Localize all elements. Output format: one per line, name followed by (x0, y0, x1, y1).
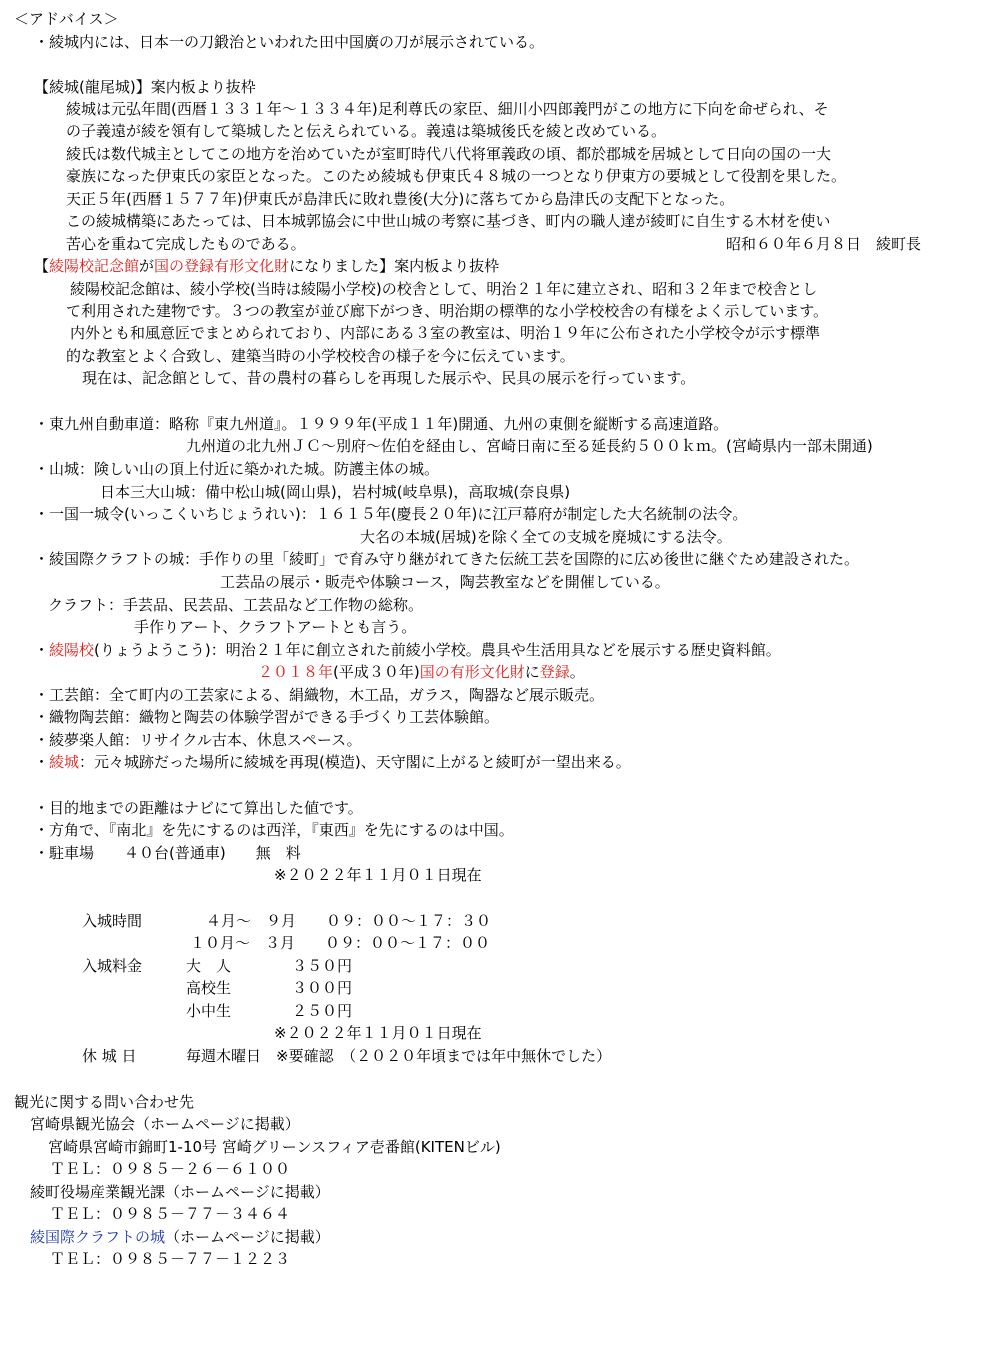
aya-castle-line-1: 綾城は元弘年間(西暦１３３１年～１３３４年)足利尊氏の家臣、細川小四郎義門がこの地方に下向を命ぜられ、そ (66, 100, 829, 118)
glossary-ryoyo (34, 639, 781, 661)
ayajo-bullet: ・ (34, 753, 50, 771)
glossary-craft-detail: 手作りアート、クラフトアートとも言う。 (134, 618, 417, 636)
aya-castle-line-2: の子義遠が綾を領有して築城したと伝えられている。義遠は築城後氏を綾と改めている。 (66, 122, 667, 140)
ryoyo-registration-national: 国の有形文化財 (419, 663, 525, 681)
ryoyo-title-memorial: 綾陽校記念館 (49, 257, 140, 275)
fee-price-highschool: ３００円 (292, 979, 353, 997)
fee-category-child: 小中生 (186, 1002, 232, 1020)
hours-label: 入城時間 (82, 912, 143, 930)
ryoyo-title-national: 国の登録有形文化財 (154, 257, 290, 275)
ryoyo-registration-end: 。 (569, 663, 585, 681)
glossary-ikkoku: ・一国一城令(いっこくいちじょうれい)：１６１５年(慶長２０年)に江戸幕府が制定した大名統制の法令。 (34, 505, 748, 523)
advice-heading: ＜アドバイス＞ (14, 10, 119, 28)
ryoyo-title-ga: が (139, 257, 155, 275)
contact-craft-tel: ＴＥＬ：０９８５－７７－１２２３ (50, 1250, 291, 1268)
aya-castle-line-3: 綾氏は数代城主としてこの地方を治めていたが室町時代八代将軍義政の頃、都於郡城を居城として日向の国の一大 (66, 145, 832, 163)
ryoyo-registration-year: ２０１８年 (258, 663, 334, 681)
contacts-heading: 観光に関する問い合わせ先 (14, 1093, 195, 1111)
contact-town-name: 綾町役場産業観光課（ホームページに掲載） (30, 1183, 330, 1201)
ryoyo-line-4: 的な教室とよく合致し、建築当時の小学校校舎の様子を今に伝えています。 (66, 347, 575, 365)
fee-price-adult: ３５０円 (292, 957, 353, 975)
contact-pref-address: 宮崎県宮崎市錦町1-10号 宮崎グリーンスフィア壱番館(KITENビル) (48, 1138, 501, 1156)
glossary-yamajiro: ・山城：険しい山の頂上付近に築かれた城。防護主体の城。 (34, 460, 440, 478)
closed-value: 毎週木曜日 ※要確認 （２０２０年頃までは年中無休でした） (186, 1047, 612, 1065)
glossary-yamajiro-detail: 日本三大山城：備中松山城(岡山県)，岩村城(岐阜県)，高取城(奈良県) (100, 483, 571, 501)
ayajo-name: 綾城 (49, 753, 80, 771)
aya-castle-line-5: 天正５年(西暦１５７７年)伊東氏が島津氏に敗れ豊後(大分)に落ちてから島津氏の支配下となった。 (66, 190, 735, 208)
glossary-craft-castle: ・綾国際クラフトの城：手作りの里「綾町」で育み守り継がれてきた伝統工芸を国際的に広め後世に継ぐため建設された。 (34, 550, 860, 568)
glossary-craft-castle-detail: 工芸品の展示・販売や体験コース，陶芸教室などを開催している。 (220, 573, 670, 591)
ryoyo-title-open: 【 (34, 257, 50, 275)
glossary-ikkoku-detail: 大名の本城(居城)を除く全ての支城を廃城にする法令。 (360, 528, 732, 546)
ryoyo-line-5: 現在は、記念館として、昔の農村の暮らしを再現した展示や、民具の展示を行っています。 (82, 369, 696, 387)
glossary-ayajo (34, 751, 631, 773)
contact-town-tel: ＴＥＬ：０９８５－７７－３４６４ (50, 1205, 291, 1223)
advice-intro: ・綾城内には、日本一の刀鍛治といわれた田中国廣の刀が展示されている。 (34, 33, 545, 51)
contact-craft-suffix: （ホームページに掲載） (165, 1228, 330, 1246)
note-as-of-1: ※２０２２年１１月０１日現在 (274, 866, 482, 884)
ryoyo-registration-era: (平成３０年) (333, 663, 420, 681)
glossary-craft: クラフト：手芸品、民芸品、工芸品など工作物の総称。 (48, 596, 424, 614)
note-as-of-2: ※２０２２年１１月０１日現在 (274, 1024, 482, 1042)
fee-price-child: ２５０円 (292, 1002, 353, 1020)
closed-label: 休 城 日 (82, 1047, 137, 1065)
fee-category-highschool: 高校生 (186, 979, 232, 997)
contact-pref-tel: ＴＥＬ：０９８５－２６－６１００ (50, 1160, 291, 1178)
ryoyo-registration-registered: 登録 (539, 663, 570, 681)
aya-castle-signature: 昭和６０年６月８日 綾町長 (726, 235, 922, 253)
glossary-yumeraku: ・綾夢楽人館：リサイクル古本、休息スペース。 (34, 731, 362, 749)
fee-label: 入城料金 (82, 957, 143, 975)
contact-craft-name: 綾国際クラフトの城 (30, 1228, 166, 1246)
ryoyo-bullet: ・ (34, 641, 50, 659)
glossary-ryoyo-registration (258, 661, 585, 683)
ryoyo-title-close: になりました】案内板より抜枠 (289, 257, 500, 275)
aya-castle-line-7: 苦心を重ねて完成したものである。 (66, 235, 306, 253)
ryoyo-line-3: 内外とも和風意匠でまとめられており、内部にある３室の教室は、明治１９年に公布された小学校令が示す標準 (70, 324, 821, 342)
glossary-orimono: ・織物陶芸館：織物と陶芸の体験学習ができる手づくり工芸体験館。 (34, 708, 500, 726)
aya-castle-sign-title: 【綾城(龍尾城)】案内板より抜枠 (34, 78, 256, 96)
ryoyo-sign-title (34, 255, 499, 277)
hours-row-2: １０月～ ３月 ０９：００～１７：００ (190, 934, 491, 952)
note-direction: ・方角で、『南北』を先にするのは西洋，『東西』を先にするのは中国。 (34, 821, 514, 839)
ryoyo-description: (りょうようこう)：明治２１年に創立された前綾小学校。農具や生活用具などを展示する歴史資料館。 (94, 641, 781, 659)
hours-row-1: ４月～ ９月 ０９：００～１７：３０ (206, 912, 492, 930)
contact-craft (30, 1226, 330, 1248)
ryoyo-name: 綾陽校 (49, 641, 95, 659)
glossary-kogeikan: ・工芸館：全て町内の工芸家による、絹織物，木工品，ガラス，陶器など展示販売。 (34, 686, 605, 704)
glossary-expressway: ・東九州自動車道：略称『東九州道』。１９９９年(平成１１年)開通、九州の東側を縦断する高速道路。 (34, 415, 729, 433)
note-distance: ・目的地までの距離はナビにて算出した値です。 (34, 799, 363, 817)
note-parking: ・駐車場 ４０台(普通車) 無 料 (34, 844, 301, 862)
fee-category-adult: 大 人 (186, 957, 232, 975)
aya-castle-line-6: この綾城構築にあたっては、日本城郭協会に中世山城の考察に基づき、町内の職人達が綾町に自生する木材を使い (66, 212, 831, 230)
ryoyo-line-2: て利用された建物です。３つの教室が並び廊下がつき、明治期の標準的な小学校校舎の有様をよく示しています。 (66, 302, 829, 320)
aya-castle-line-4: 豪族になった伊東氏の家臣となった。このため綾城も伊東氏４８城の一つとなり伊東方の要城として役割を果した。 (66, 167, 847, 185)
ayajo-description: ：元々城跡だった場所に綾城を再現(模造)、天守閣に上がると綾町が一望出来る。 (79, 753, 631, 771)
ryoyo-registration-ni: に (524, 663, 540, 681)
contact-pref-name: 宮崎県観光協会（ホームページに掲載） (30, 1115, 300, 1133)
glossary-expressway-detail: 九州道の北九州ＪＣ～別府～佐伯を経由し、宮崎日南に至る延長約５００ｋｍ。(宮崎県内一部未開通) (186, 437, 873, 455)
ryoyo-line-1: 綾陽校記念館は、綾小学校(当時は綾陽小学校)の校舎として、明治２１年に建立され、昭和３２年まで校舎とし (70, 280, 818, 298)
